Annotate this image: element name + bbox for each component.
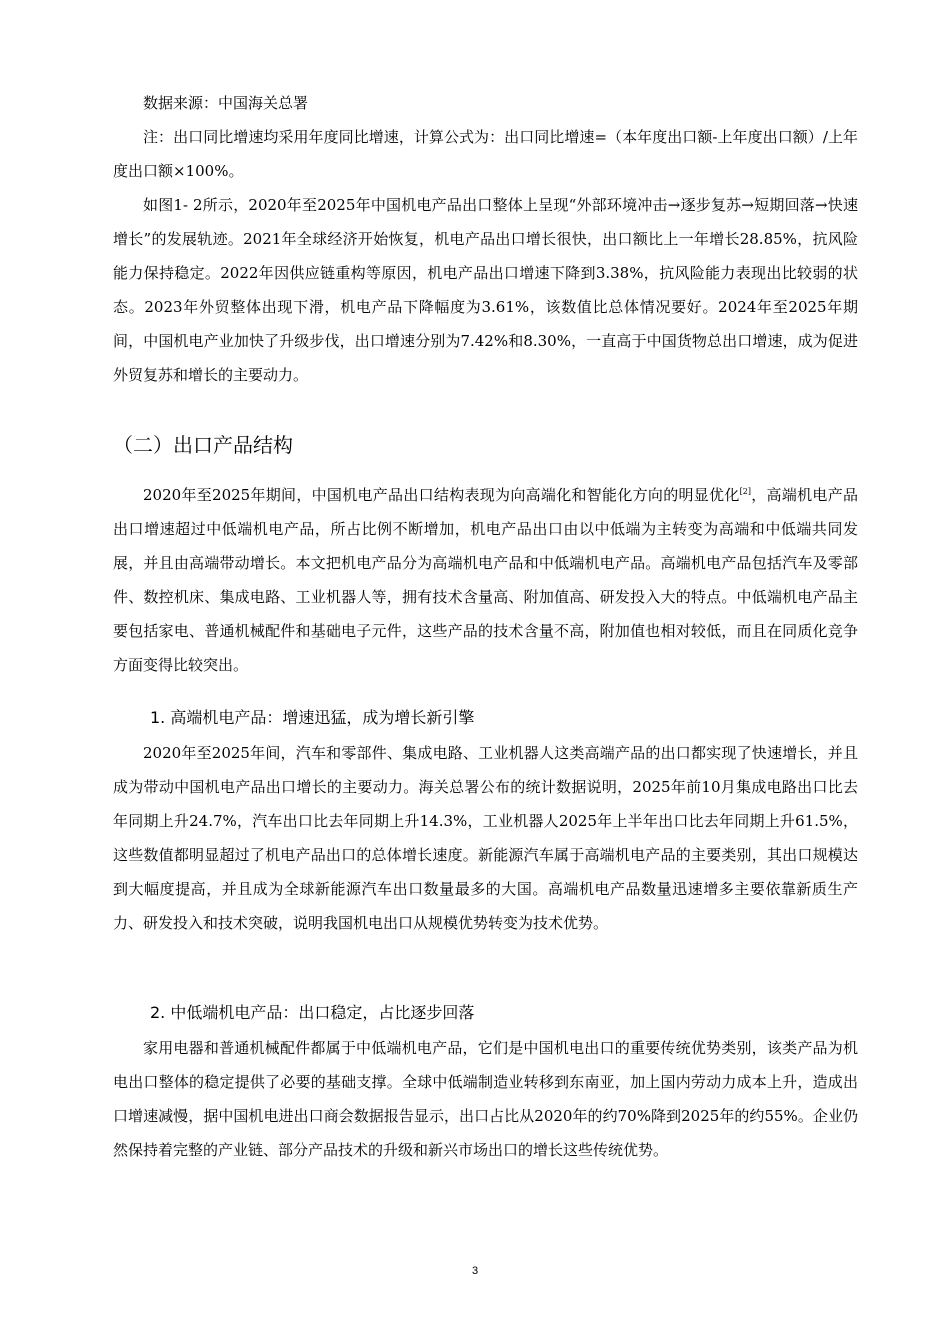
paragraph-text-before-citation: 2020年至2025年期间，中国机电产品出口结构表现为向高端化和智能化方向的明显优化 bbox=[143, 486, 740, 504]
subheading-high-end: 1. 高端机电产品：增速迅猛，成为增长新引擎 bbox=[150, 708, 475, 727]
formula-note: 注：出口同比增速均采用年度同比增速，计算公式为：出口同比增速=（本年度出口额-上年度出口额）/上年度出口额×100%。 bbox=[113, 128, 858, 180]
section-heading: （二）出口产品结构 bbox=[113, 433, 293, 457]
paragraph-export-structure bbox=[113, 478, 858, 682]
paragraph-high-end: 2020年至2025年间，汽车和零部件、集成电路、工业机器人这类高端产品的出口都实现了快速增长，并且成为带动中国机电产品出口增长的主要动力。海关总署公布的统计数据说明，2025年前10月集成电路出口比去年同期上升24.7%，汽车出口比去年同期上升14.3%，工业机器人2025年上半年出口比去年同期上升61.5%，这些数值都明显超过了机电产品出口的总体增长速度。新能源汽车属于高端机电产品的主要类别，其出口规模达到大幅度提高，并且成为全球新能源汽车出口数量最多的大国。高端机电产品数量迅速增多主要依靠新质生产力、研发投入和技术突破，说明我国机电出口从规模优势转变为技术优势。 bbox=[113, 744, 858, 932]
paragraph-text-after-citation: ，高端机电产品出口增速超过中低端机电产品，所占比例不断增加，机电产品出口由以中低端为主转变为高端和中低端共同发展，并且由高端带动增长。本文把机电产品分为高端机电产品和中低端机电产品。高端机电产品包括汽车及零部件、数控机床、集成电路、工业机器人等，拥有技术含量高、附加值高、研发投入大的特点。中低端机电产品主要包括家电、普通机械配件和基础电子元件，这些产品的技术含量不高，附加值也相对较低，而且在同质化竞争方面变得比较突出。 bbox=[113, 486, 858, 674]
data-source-line: 数据来源：中国海关总署 bbox=[143, 94, 309, 112]
subheading-mid-low-end: 2. 中低端机电产品：出口稳定，占比逐步回落 bbox=[150, 1003, 475, 1022]
paragraph-export-trend: 如图1- 2所示，2020年至2025年中国机电产品出口整体上呈现“外部环境冲击→逐步复苏→短期回落→快速增长”的发展轨迹。2021年全球经济开始恢复，机电产品出口增长很快，出口额比上一年增长28.85%，抗风险能力保持稳定。2022年因供应链重构等原因，机电产品出口增速下降到3.38%，抗风险能力表现出比较弱的状态。2023年外贸整体出现下滑，机电产品下降幅度为3.61%，该数值比总体情况要好。2024年至2025年期间，中国机电产业加快了升级步伐，出口增速分别为7.42%和8.30%，一直高于中国货物总出口增速，成为促进外贸复苏和增长的主要动力。 bbox=[113, 196, 858, 384]
page-number: 3 bbox=[471, 1265, 479, 1277]
paragraph-mid-low-end: 家用电器和普通机械配件都属于中低端机电产品，它们是中国机电出口的重要传统优势类别，该类产品为机电出口整体的稳定提供了必要的基础支撑。全球中低端制造业转移到东南亚，加上国内劳动力成本上升，造成出口增速减慢，据中国机电进出口商会数据报告显示，出口占比从2020年的约70%降到2025年的约55%。企业仍然保持着完整的产业链、部分产品技术的升级和新兴市场出口的增长这些传统优势。 bbox=[113, 1039, 858, 1159]
citation-ref: [2] bbox=[739, 487, 751, 496]
